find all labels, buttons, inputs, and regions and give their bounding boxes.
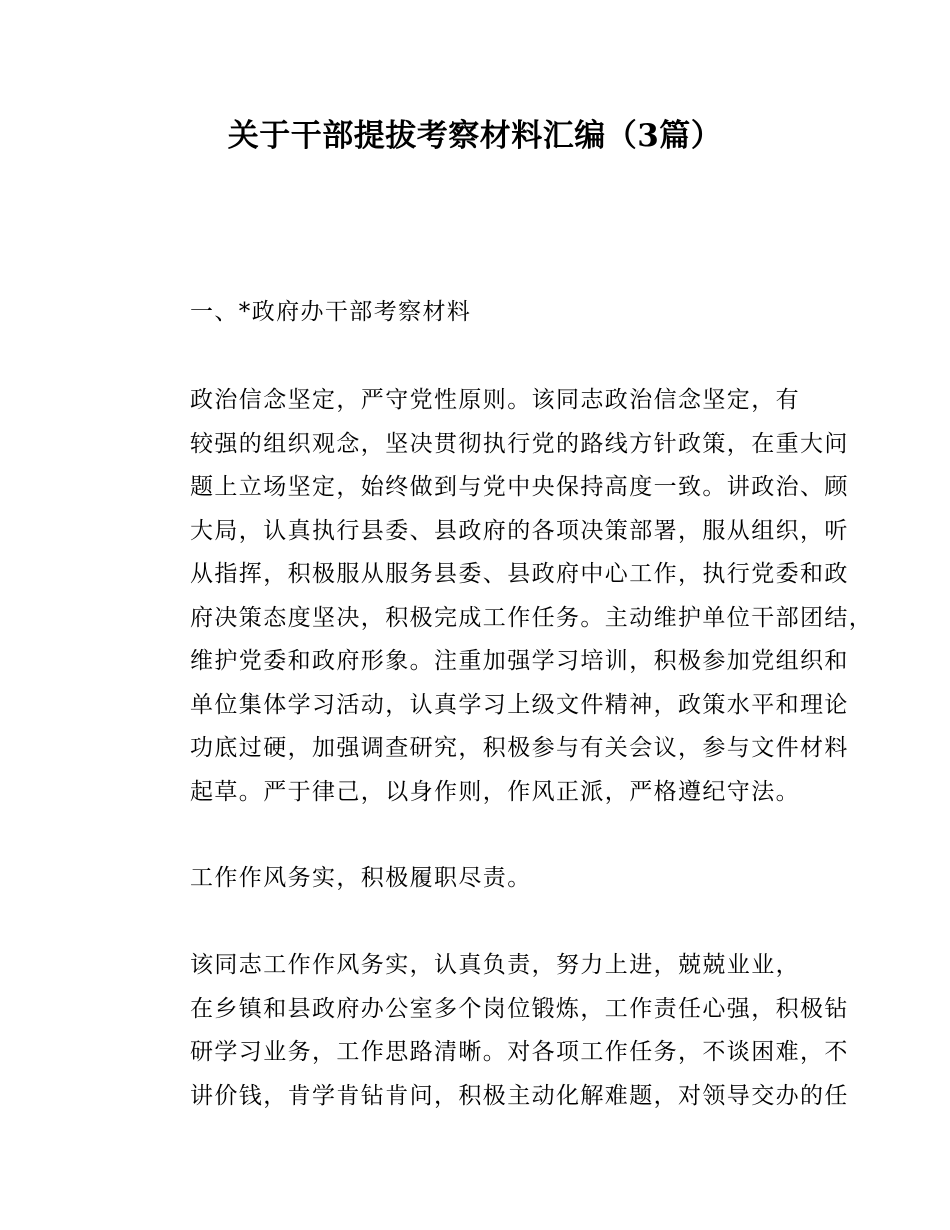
paragraph-line: 从指挥，积极服从服务县委、县政府中心工作，执行党委和政 (190, 561, 849, 587)
paragraph-line: 起草。严于律己，以身作则，作风正派，严格遵纪守法。 (190, 778, 800, 805)
paragraph-line: 该同志工作作风务实，认真负责，努力上进，兢兢业业， (190, 952, 800, 978)
paragraph-line: 功底过硬，加强调查研究，积极参与有关会议，参与文件材料 (190, 735, 849, 761)
paragraph-line: 政治信念坚定，严守党性原则。该同志政治信念坚定，有 (190, 387, 800, 413)
paragraph-line: 维护党委和政府形象。注重加强学习培训，积极参加党组织和 (190, 648, 849, 674)
document-title: 关于干部提拔考察材料汇编（3篇） (227, 118, 723, 154)
paragraph-line: 研学习业务，工作思路清晰。对各项工作任务，不谈困难，不 (190, 1039, 849, 1065)
section-heading: 一、*政府办干部考察材料 (190, 299, 472, 325)
paragraph-line: 在乡镇和县政府办公室多个岗位锻炼，工作责任心强，积极钻 (190, 995, 849, 1022)
paragraph-line: 讲价钱，肯学肯钻肯问，积极主动化解难题，对领导交办的任 (190, 1082, 849, 1109)
paragraph-line: 题上立场坚定，始终做到与党中央保持高度一致。讲政治、顾 (190, 474, 849, 500)
paragraph-line: 单位集体学习活动，认真学习上级文件精神，政策水平和理论 (190, 691, 849, 718)
paragraph-line: 府决策态度坚决，积极完成工作任务。主动维护单位干部团结， (190, 604, 874, 631)
paragraph-political-belief (142, 379, 874, 814)
subheading-work-style: 工作作风务实，积极履职尽责。 (190, 865, 532, 891)
paragraph-work-style (142, 944, 849, 1118)
paragraph-line: 大局，认真执行县委、县政府的各项决策部署，服从组织，听 (190, 517, 849, 544)
paragraph-line: 较强的组织观念，坚决贯彻执行党的路线方针政策，在重大问 (190, 430, 849, 457)
